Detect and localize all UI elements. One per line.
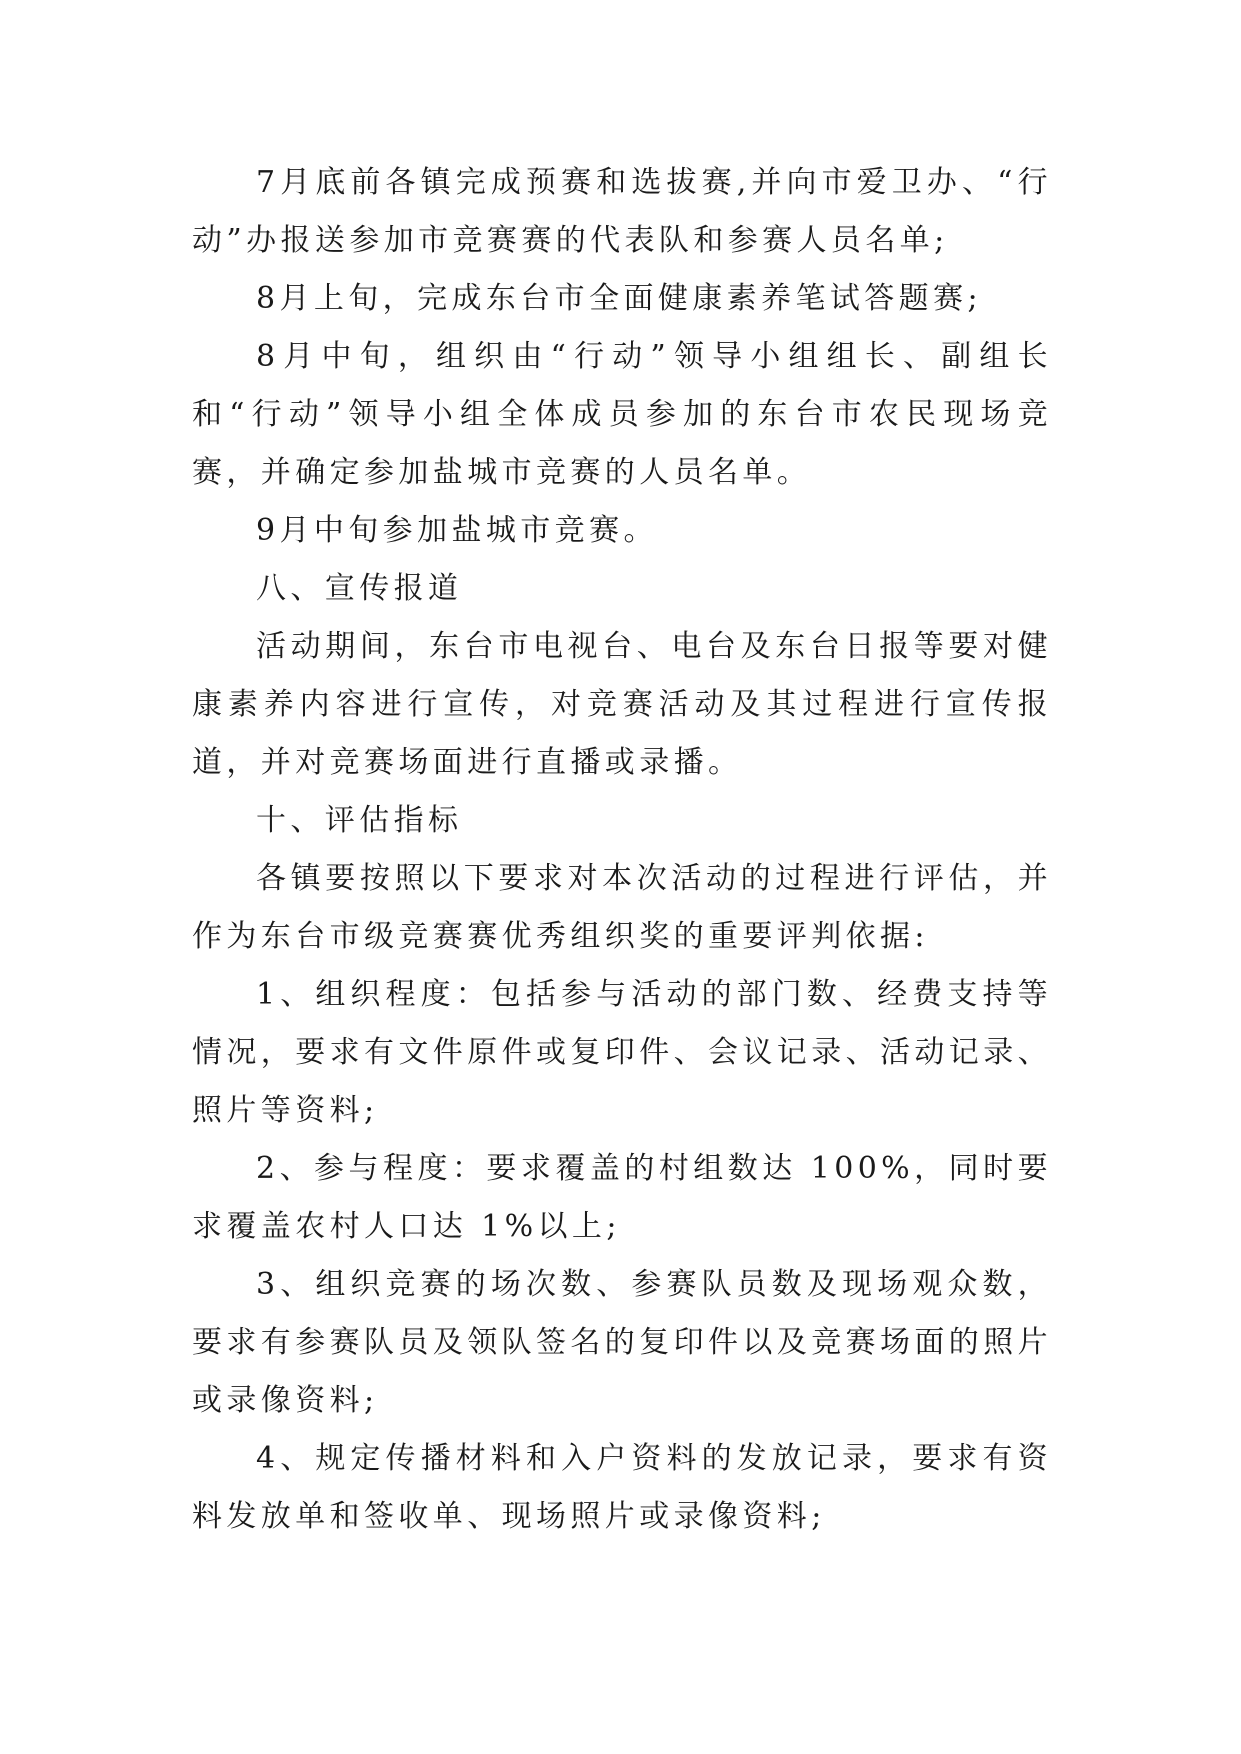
list-item-distribution-records: 4、规定传播材料和入户资料的发放记录，要求有资料发放单和签收单、现场照片或录像资料; bbox=[192, 1441, 1052, 1534]
paragraph-evaluation-intro: 各镇要按照以下要求对本次活动的过程进行评估，并作为东台市级竞赛赛优秀组织奖的重要评判依据: bbox=[192, 861, 1052, 954]
section-heading-evaluation: 十、评估指标 bbox=[256, 803, 463, 838]
paragraph-schedule-september: 9月中旬参加盐城市竞赛。 bbox=[256, 513, 658, 548]
paragraph-schedule-july: 7月底前各镇完成预赛和选拔赛,并向市爱卫办、“行动”办报送参加市竞赛赛的代表队和参赛人员名单; bbox=[192, 165, 1052, 258]
document-body bbox=[192, 154, 1052, 1546]
section-heading-publicity: 八、宣传报道 bbox=[256, 571, 463, 606]
paragraph-schedule-early-august: 8月上旬，完成东台市全面健康素养笔试答题赛; bbox=[256, 281, 982, 316]
list-item-participation: 2、参与程度：要求覆盖的村组数达 100%，同时要求覆盖农村人口达 1%以上; bbox=[192, 1151, 1052, 1244]
list-item-organization: 1、组织程度：包括参与活动的部门数、经费支持等情况，要求有文件原件或复印件、会议记录、活动记录、照片等资料; bbox=[192, 977, 1052, 1128]
paragraph-publicity: 活动期间，东台市电视台、电台及东台日报等要对健康素养内容进行宣传，对竞赛活动及其过程进行宣传报道，并对竞赛场面进行直播或录播。 bbox=[192, 629, 1052, 780]
paragraph-schedule-mid-august: 8月中旬，组织由“行动”领导小组组长、副组长和“行动”领导小组全体成员参加的东台市农民现场竞赛，并确定参加盐城市竞赛的人员名单。 bbox=[192, 339, 1052, 490]
list-item-competition-records: 3、组织竞赛的场次数、参赛队员数及现场观众数，要求有参赛队员及领队签名的复印件以及竞赛场面的照片或录像资料; bbox=[192, 1267, 1052, 1418]
